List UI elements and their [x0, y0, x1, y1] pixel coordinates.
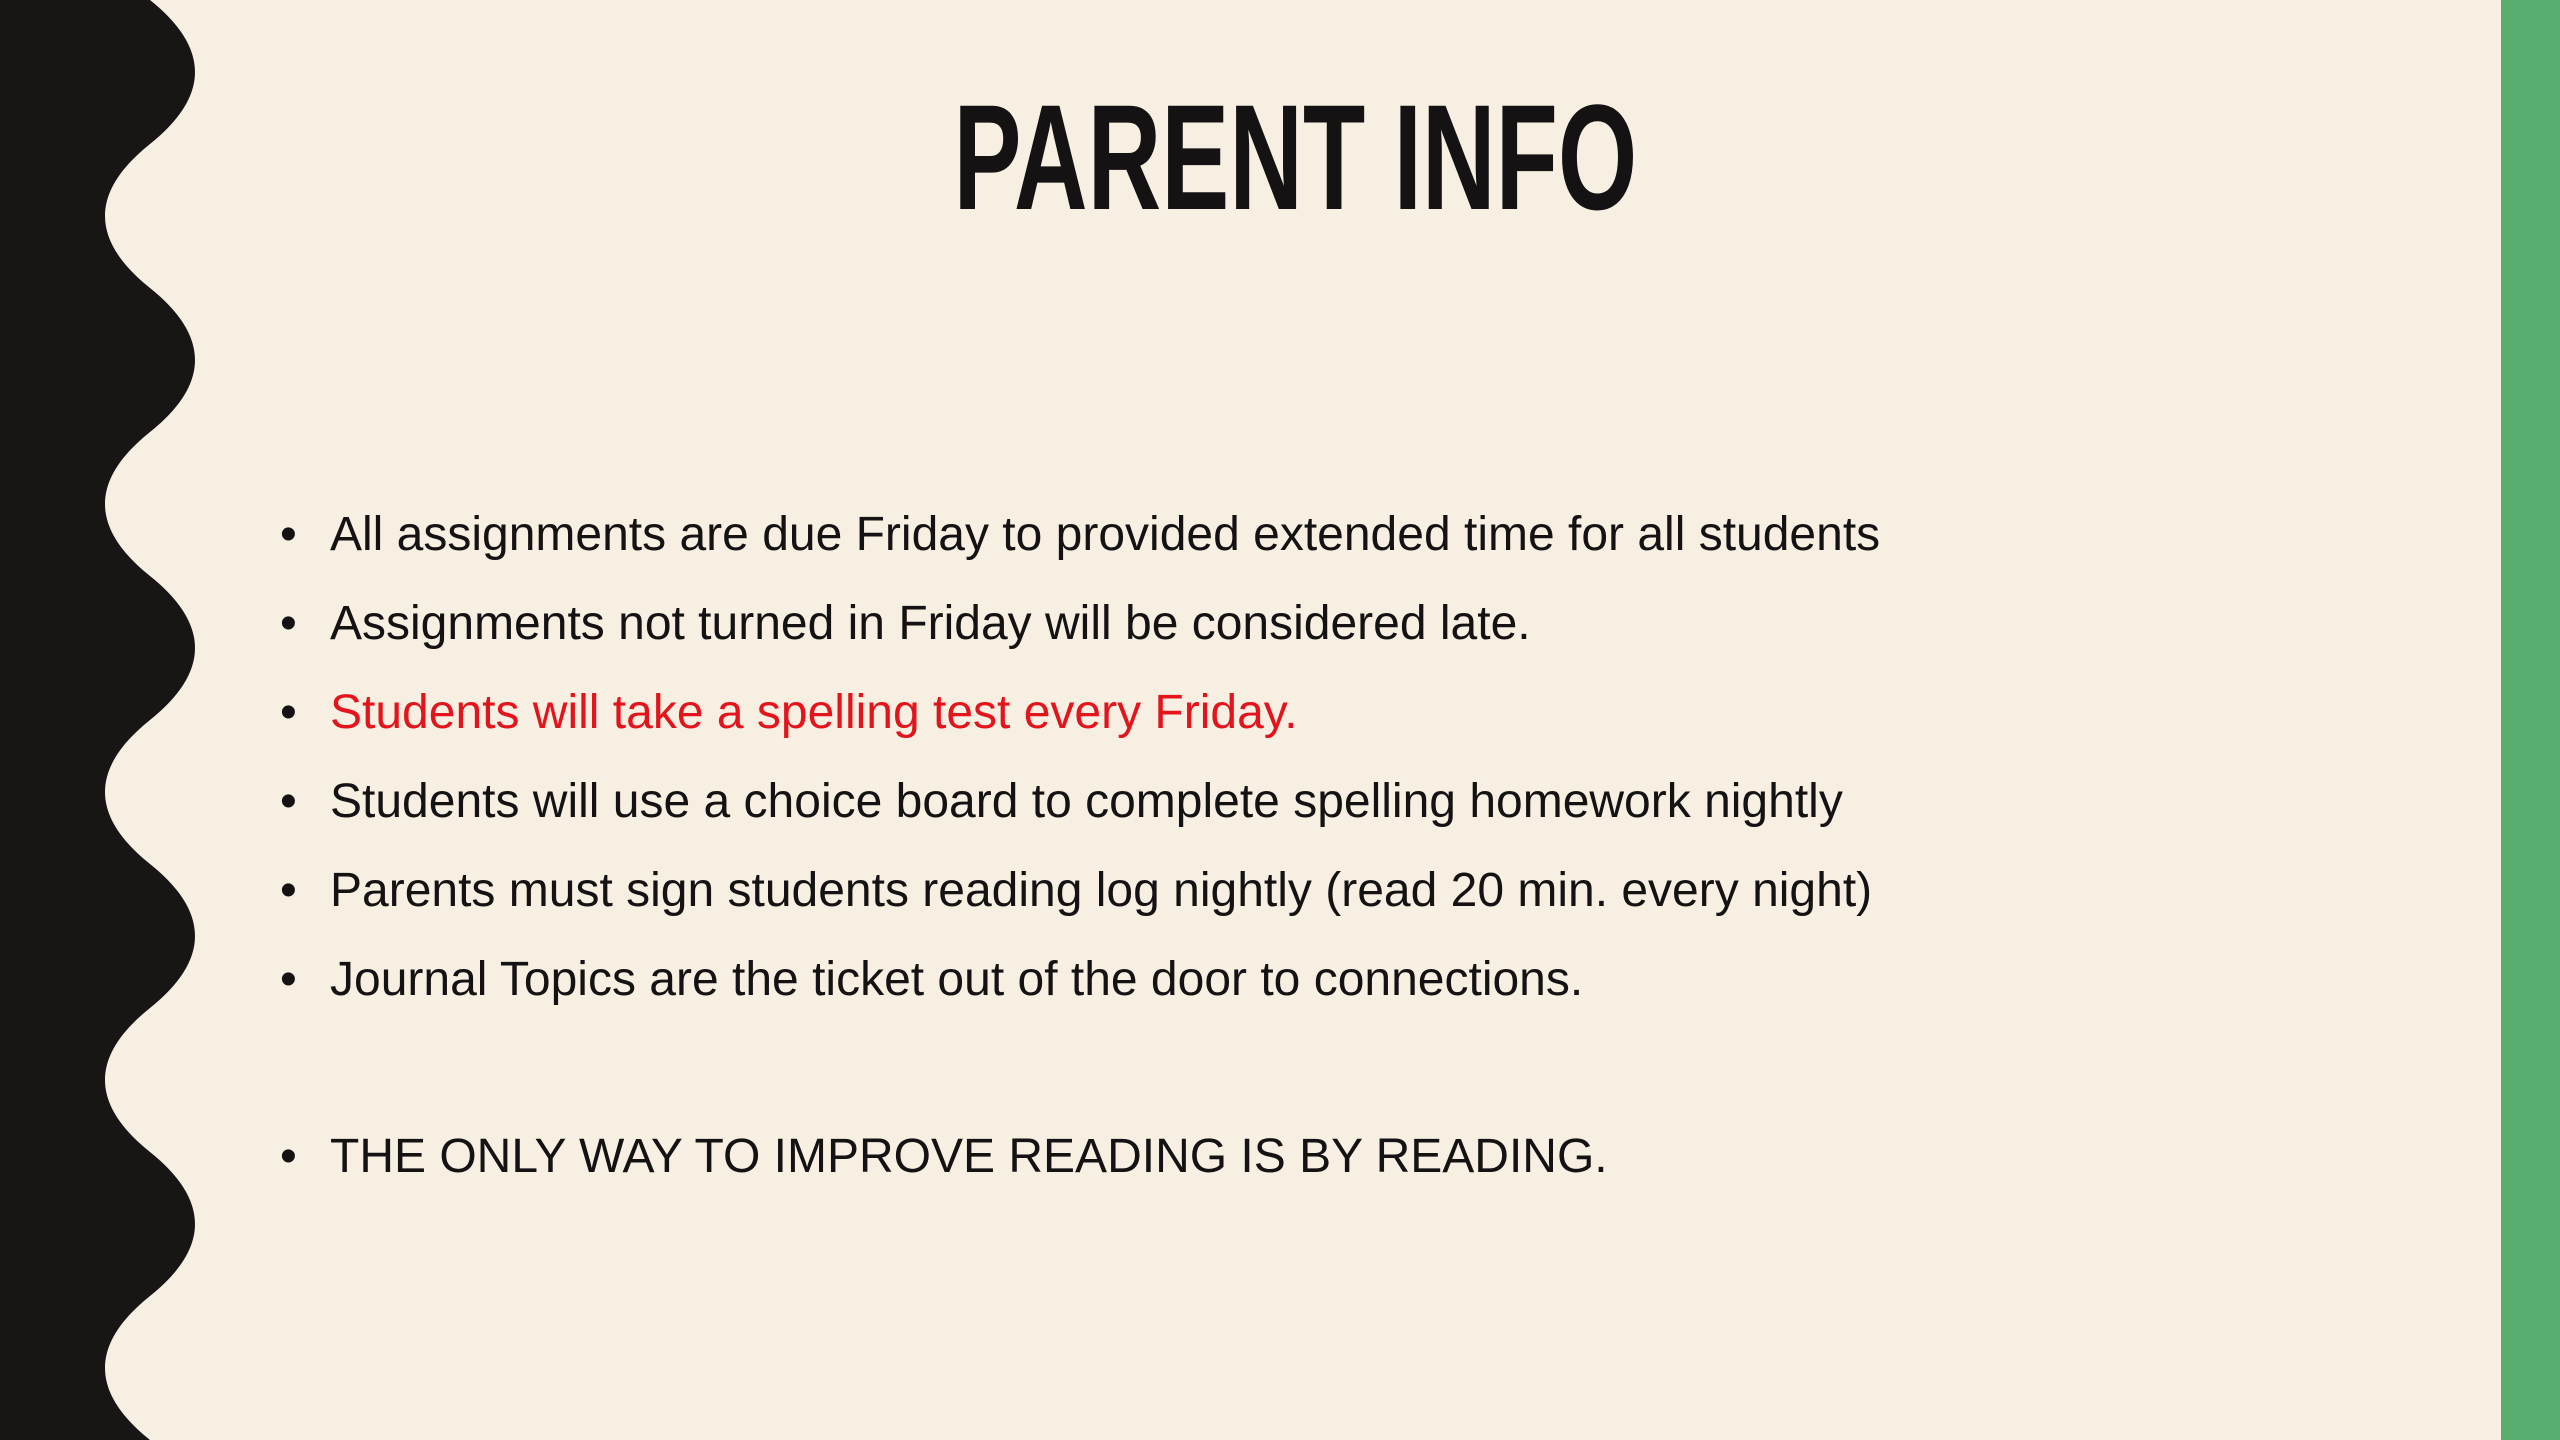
bullet-item-journal-topics: • Journal Topics are the ticket out of the door to connections.	[280, 935, 2180, 1024]
left-wavy-band	[0, 0, 200, 1440]
bullet-item-reading-log: • Parents must sign students reading log nightly (read 20 min. every night)	[280, 846, 2180, 935]
bullet-item-due-friday: • All assignments are due Friday to provided extended time for all students	[280, 490, 2180, 579]
right-green-band	[2501, 0, 2560, 1440]
bullet-item-spelling-test: • Students will take a spelling test every Friday.	[280, 668, 2180, 757]
bullet-list	[280, 490, 2180, 1201]
bullet-item-late-assignments: • Assignments not turned in Friday will be considered late.	[280, 579, 2180, 668]
bullet-item-choice-board: • Students will use a choice board to complete spelling homework nightly	[280, 757, 2180, 846]
bullet-item-reading-motto: • THE ONLY WAY TO IMPROVE READING IS BY READING.	[280, 1112, 2180, 1201]
slide-title: PARENT INFO	[953, 73, 1638, 241]
